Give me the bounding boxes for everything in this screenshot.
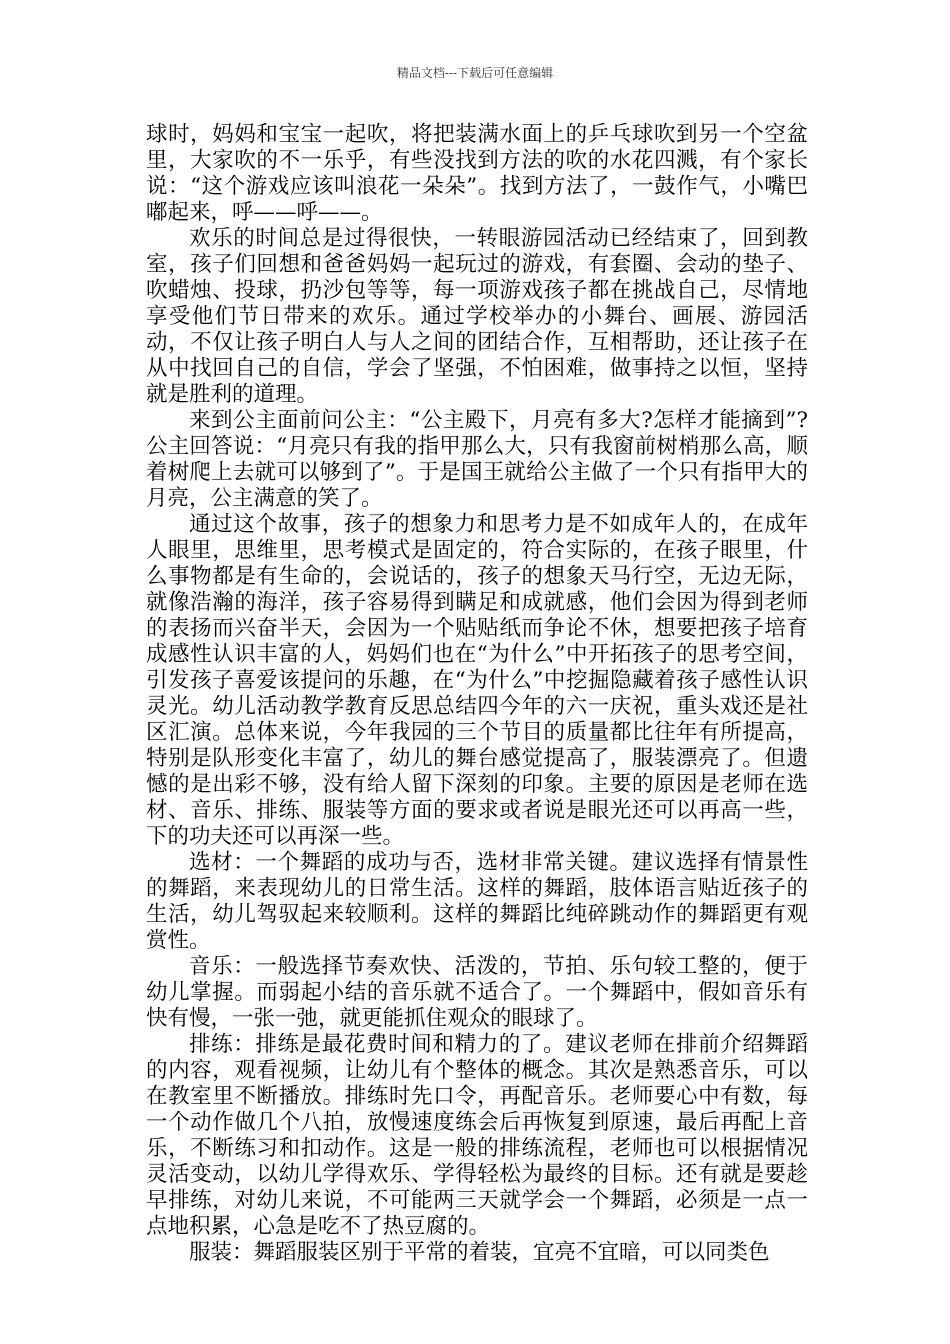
paragraph-material-selection: 选材：一个舞蹈的成功与否，选材非常关键。建议选择有情景性的舞蹈，来表现幼儿的日常生活。这样的舞蹈，肢体语言贴近孩子的生活，幼儿驾驭起来较顺利。这样的舞蹈比纯碎跳动作的舞蹈更有观赏性。 [146, 850, 808, 953]
paragraph: 欢乐的时间总是过得很快，一转眼游园活动已经结束了，回到教室，孩子们回想和爸爸妈妈一起玩过的游戏，有套圈、会动的垫子、吹蜡烛、投球，扔沙包等等，每一项游戏孩子都在挑战自己，尽情地享受他们节日带来的欢乐。通过学校举办的小舞台、画展、游园活动，不仅让孩子明白人与人之间的团结合作，互相帮助，还让孩子在从中找回自己的自信，学会了坚强，不怕困难，做事持之以恒，坚持就是胜利的道理。 [146, 226, 808, 407]
paragraph-continued: 球时，妈妈和宝宝一起吹，将把装满水面上的乒乓球吹到另一个空盆里，大家吹的不一乐乎，有些没找到方法的吹的水花四溅，有个家长说：“这个游戏应该叫浪花一朵朵”。找到方法了，一鼓作气，小嘴巴嘟起来，呼——呼——。 [146, 122, 808, 225]
paragraph: 通过这个故事，孩子的想象力和思考力是不如成年人的，在成年人眼里，思维里，思考模式是固定的，符合实际的，在孩子眼里，什么事物都是有生命的，会说话的，孩子的想象天马行空，无边无际，就像浩瀚的海洋，孩子容易得到瞒足和成就感，他们会因为得到老师的表扬而兴奋半天，会因为一个贴贴纸而争论不休，想要把孩子培育成感性认识丰富的人，妈妈们也在“为什么”中开拓孩子的思考空间，引发孩子喜爱该提问的乐趣，在“为什么”中挖掘隐藏着孩子感性认识灵光。幼儿活动教学教育反思总结四今年的六一庆祝，重头戏还是社区汇演。总体来说，今年我园的三个节目的质量都比往年有所提高，特别是队形变化丰富了，幼儿的舞台感觉提高了，服装漂亮了。但遗憾的是出彩不够，没有给人留下深刻的印象。主要的原因是老师在选材、音乐、排练、服装等方面的要求或者说是眼光还可以再高一些，下的功夫还可以再深一些。 [146, 512, 808, 849]
page-header: 精品文档---下载后可任意编辑 [396, 66, 554, 80]
paragraph-rehearsal: 排练：排练是最花费时间和精力的了。建议老师在排前介绍舞蹈的内容，观看视频，让幼儿有个整体的概念。其次是熟悉音乐，可以在教室里不断播放。排练时先口令，再配音乐。老师要心中有数，每一个动作做几个八拍，放慢速度练会后再恢复到原速，最后再配上音乐，不断练习和扣动作。这是一般的排练流程，老师也可以根据情况灵活变动，以幼儿学得欢乐、学得轻松为最终的目标。还有就是要趁早排练，对幼儿来说，不可能两三天就学会一个舞蹈，必须是一点一点地积累，心急是吃不了热豆腐的。 [146, 1032, 808, 1239]
paragraph: 来到公主面前问公主：“公主殿下，月亮有多大?怎样才能摘到”?公主回答说：“月亮只有我的指甲那么大，只有我窗前树梢那么高，顺着树爬上去就可以够到了”。于是国王就给公主做了一个只有指甲大的月亮，公主满意的笑了。 [146, 408, 808, 511]
paragraph-music: 音乐：一般选择节奏欢快、活泼的，节拍、乐句较工整的，便于幼儿掌握。而弱起小结的音乐就不适合了。一个舞蹈中，假如音乐有快有慢，一张一弛，就更能抓住观众的眼球了。 [146, 954, 808, 1031]
document-body [146, 122, 808, 1266]
paragraph-costume: 服装：舞蹈服装区别于平常的着装，宜亮不宜暗，可以同类色 [189, 1240, 770, 1265]
